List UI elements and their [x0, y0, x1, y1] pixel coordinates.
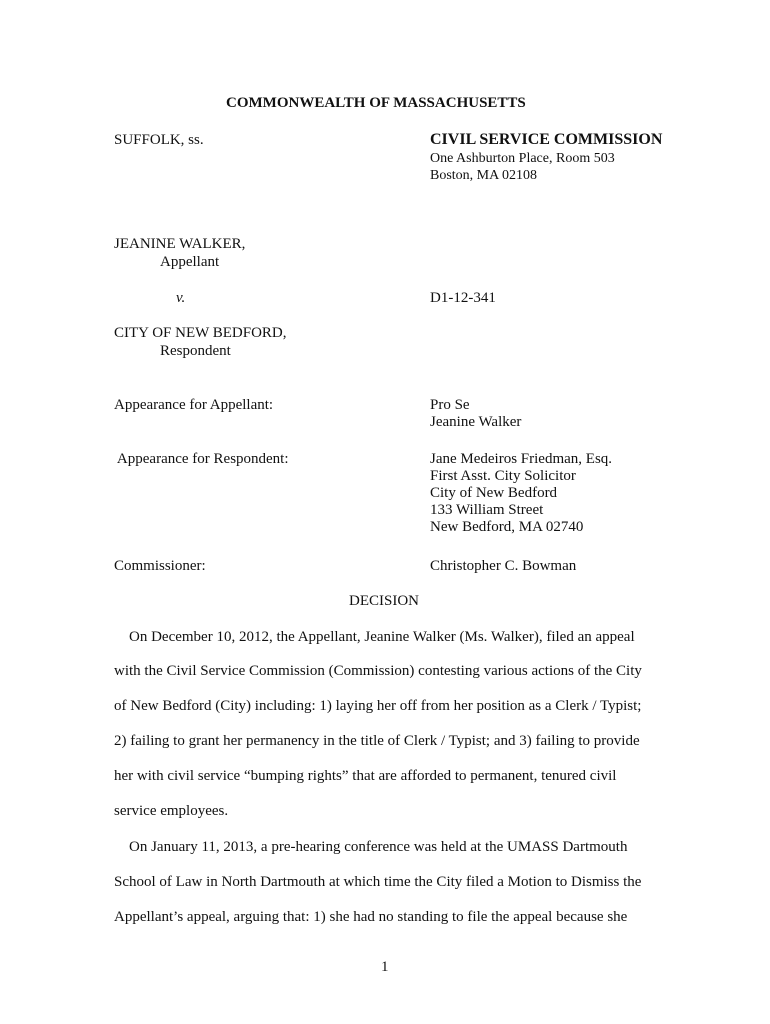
commissioner-label: Commissioner:: [114, 558, 206, 574]
docket-number: D1-12-341: [430, 290, 496, 306]
decision-text-line: service employees.: [114, 803, 229, 819]
decision-text-line: Appellant’s appeal, arguing that: 1) she had no standing to file the appeal because she: [114, 909, 628, 925]
respondent-name: CITY OF NEW BEDFORD,: [114, 325, 287, 341]
document-title: COMMONWEALTH OF MASSACHUSETTS: [226, 95, 526, 111]
decision-text-line: 2) failing to grant her permanency in the title of Clerk / Typist; and 3) failing to provide: [114, 733, 640, 749]
appellant-appearance-line: Jeanine Walker: [430, 414, 522, 430]
county-label: SUFFOLK, ss.: [114, 132, 204, 148]
decision-heading: DECISION: [349, 593, 419, 609]
commissioner-name: Christopher C. Bowman: [430, 558, 577, 574]
appellant-name: JEANINE WALKER,: [114, 236, 246, 252]
decision-text-line: her with civil service “bumping rights” that are afforded to permanent, tenured civil: [114, 768, 617, 784]
page-number: 1: [381, 959, 389, 975]
appellant-role: Appellant: [160, 254, 220, 270]
decision-text-line: On December 10, 2012, the Appellant, Jeanine Walker (Ms. Walker), filed an appeal: [114, 629, 635, 645]
agency-address-line1: One Ashburton Place, Room 503: [430, 151, 615, 166]
respondent-appearance-line: Jane Medeiros Friedman, Esq.: [430, 451, 613, 467]
respondent-appearance-line: New Bedford, MA 02740: [430, 519, 584, 535]
versus-label: v.: [176, 290, 186, 306]
respondent-appearance-label: Appearance for Respondent:: [114, 451, 289, 467]
decision-text-line: with the Civil Service Commission (Commission) contesting various actions of the City: [114, 663, 642, 679]
decision-text-line: of New Bedford (City) including: 1) laying her off from her position as a Clerk / Typist;: [114, 698, 642, 714]
respondent-appearance-line: City of New Bedford: [430, 485, 558, 501]
respondent-role: Respondent: [160, 343, 231, 359]
decision-text-line: On January 11, 2013, a pre-hearing conference was held at the UMASS Dartmouth: [114, 839, 628, 855]
appellant-appearance-line: Pro Se: [430, 397, 470, 413]
respondent-appearance-line: 133 William Street: [430, 502, 544, 518]
respondent-appearance-line: First Asst. City Solicitor: [430, 468, 576, 484]
agency-name: CIVIL SERVICE COMMISSION: [430, 131, 663, 148]
appellant-appearance-label: Appearance for Appellant:: [114, 397, 274, 413]
decision-text-line: School of Law in North Dartmouth at which time the City filed a Motion to Dismiss the: [114, 874, 642, 890]
agency-address-line2: Boston, MA 02108: [430, 168, 537, 183]
